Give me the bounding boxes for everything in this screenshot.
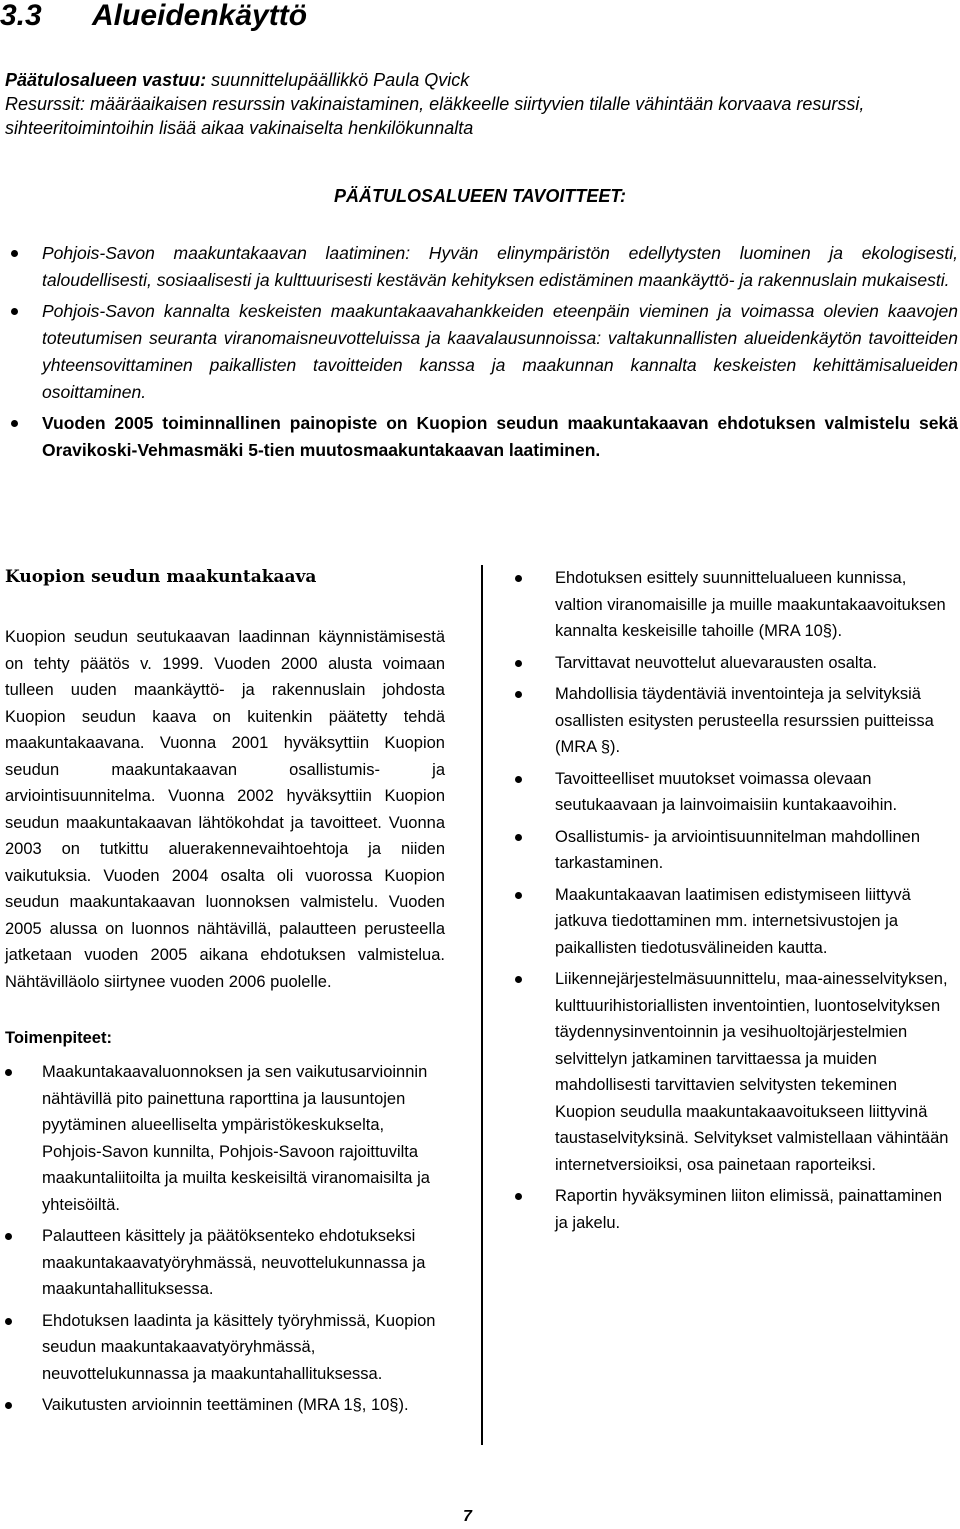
bullet-icon [11,250,18,257]
measure-item [5,1308,445,1388]
measure-item [5,1059,445,1218]
section-number: 3.3 [0,0,42,32]
right-text: Mahdollisia täydentäviä inventointeja ja selvityksiä osallisten esitysten perusteella resurssien puitteissa (MRA §). [555,685,934,756]
right-item [515,882,955,962]
page-number: 7 [463,1508,472,1525]
bullet-icon [5,1318,12,1325]
right-item [515,565,955,645]
right-item [515,1183,955,1236]
bullet-icon [515,1193,522,1200]
right-text: Tarvittavat neuvottelut aluevarausten osalta. [555,653,877,672]
goal-item [8,410,958,464]
goal-item [8,298,958,406]
measure-item [5,1223,445,1303]
measures-list [5,1059,445,1419]
responsibility-line [5,68,950,92]
measure-text: Palautteen käsittely ja päätöksenteko ehdotukseksi maakuntakaavatyöryhmässä, neuvottelukunnassa ja maakuntahallituksessa. [42,1227,426,1298]
goal-text: Vuoden 2005 toiminnallinen painopiste on Kuopion seudun maakuntakaavan ehdotuksen valmistelu sekä Oravikoski-Vehmasmäki 5-tien muutosmaakuntakaavan laatiminen. [42,413,958,460]
column-divider [481,565,483,1445]
right-text: Maakuntakaavan laatimisen edistymiseen liittyvä jatkuva tiedottaminen mm. internetsivustojen ja paikallisten tiedotusvälineiden kautta. [555,885,911,957]
goal-item [8,240,958,294]
bullet-icon [515,691,522,698]
right-text: Raportin hyväksyminen liiton elimissä, painattaminen ja jakelu. [555,1187,943,1232]
bullet-icon [5,1233,12,1240]
right-text: Liikennejärjestelmäsuunnittelu, maa-ainesselvityksen, kulttuurihistoriallisten inventointien, luontoselvityksen täydennysinventoinnin ja vesihuoltojärjestelmien selvittelyn jatkaminen tarvittaessa ja muiden mahdollisesti tarvittavien selvitysten tekeminen Kuopion seudulla maakuntakaavoitukseen liittyvinä taustaselvityksinä. Selvitykset valmistellaan vähintään internetversioiksi, osa painetaan raporteiksi. [555,970,949,1174]
section-title: Alueidenkäyttö [92,0,308,32]
right-text: Ehdotuksen esittely suunnittelualueen kunnissa, valtion viranomaisille ja muille maakuntakaavoituksen kannalta keskeisille tahoille (MRA 10§). [555,569,946,640]
right-item [515,966,955,1178]
bullet-icon [515,976,522,983]
goals-title: PÄÄTULOSALUEEN TAVOITTEET: [334,186,626,206]
right-item [515,766,955,819]
measure-text: Ehdotuksen laadinta ja käsittely työryhmissä, Kuopion seudun maakuntakaavatyöryhmässä, neuvottelukunnassa ja maakuntahallituksessa. [42,1311,436,1383]
section-heading [0,0,307,32]
measure-text: Maakuntakaavaluonnoksen ja sen vaikutusarvioinnin nähtävillä pito painettuna raporttina ja lausuntojen pyytäminen alueelliselta ympäristökeskukselta, Pohjois-Savon kunnilta, Pohjois-Savoon rajoittuvilta maakuntaliitoilta ja muilta keskeisiltä viranomaisilta ja yhteisöiltä. [42,1063,430,1214]
bullet-icon [5,1402,12,1409]
bullet-icon [5,1069,12,1076]
responsibility-label: Päätulosalueen vastuu: [5,70,207,90]
right-item [515,650,955,677]
bullet-icon [515,776,522,783]
right-item [515,681,955,761]
right-item [515,824,955,877]
left-column [5,562,445,1424]
right-text: Osallistumis- ja arviointisuunnitelman mahdollinen tarkastaminen. [555,827,920,872]
bullet-icon [11,308,18,315]
bullet-icon [515,575,522,582]
goal-text: Pohjois-Savon kannalta keskeisten maakuntakaavahankkeiden eteenpäin vieminen ja voimassa olevien kaavojen toteutumisen seuranta viranomaisneuvotteluissa ja kaavalausunnoissa: valtakunnallisten alueidenkäytön tavoitteiden yhteensovittaminen paikallisten tavoitteiden kanssa ja maakunnan kannalta keskeisten kehittämisalueiden osoittaminen. [42,301,958,402]
resources-text: Resurssit: määräaikaisen resurssin vakinaistaminen, eläkkeelle siirtyvien tilalle vähintään korvaava resurssi, sihteeritoimintoihin lisää aikaa vakinaiselta henkilökunnalta [5,94,865,138]
bullet-icon [11,420,18,427]
responsibility-block [5,68,950,140]
bullet-icon [515,892,522,899]
bullet-icon [515,660,522,667]
measure-item [5,1392,445,1419]
right-text: Tavoitteelliset muutokset voimassa olevaan seutukaavaan ja lainvoimaisiin kuntakaavoihin. [555,769,898,814]
responsibility-value: suunnittelupäällikkö Paula Qvick [206,70,470,90]
right-list [515,565,955,1236]
measures-title: Toimenpiteet: [5,1029,112,1047]
right-column [515,565,955,1241]
left-paragraph: Kuopion seudun seutukaavan laadinnan käynnistämisestä on tehty päätös v. 1999. Vuoden 2000 alusta voimaan tulleen uuden maankäyttö- ja rakennuslain johdosta Kuopion seudun kaava on kuitenkin päätetty tehdä maakuntakaavana. Vuonna 2001 hyväksyttiin Kuopion seudun maakuntakaavan osallistumis- ja arviointisuunnitelma. Vuonna 2002 hyväksyttiin Kuopion seudun maakuntakaavan lähtökohdat ja tavoitteet. Vuonna 2003 on tutkittu aluerakennevaihtoehtoja ja niiden vaikutuksia. Vuoden 2004 osalta oli vuorossa Kuopion seudun maakuntakaavan luonnoksen valmistelu. Vuoden 2005 alussa on luonnos nähtävillä, palautteen perusteella jatketaan vuoden 2005 aikana ehdotuksen valmistelua. Nähtävilläolo siirtynee vuoden 2006 puolelle. [5,628,445,991]
goals-list [8,240,958,468]
left-subheading: Kuopion seudun maakuntakaava [5,567,317,587]
bullet-icon [515,834,522,841]
measure-text: Vaikutusten arvioinnin teettäminen (MRA 1§, 10§). [42,1396,409,1414]
goal-text: Pohjois-Savon maakuntakaavan laatiminen: Hyvän elinympäristön edellytysten luominen ja ekologisesti, taloudellisesti, sosiaalisesti ja kulttuurisesti kestävän kehityksen edistäminen maankäyttö- ja rakennuslain mukaisesti. [42,243,958,290]
